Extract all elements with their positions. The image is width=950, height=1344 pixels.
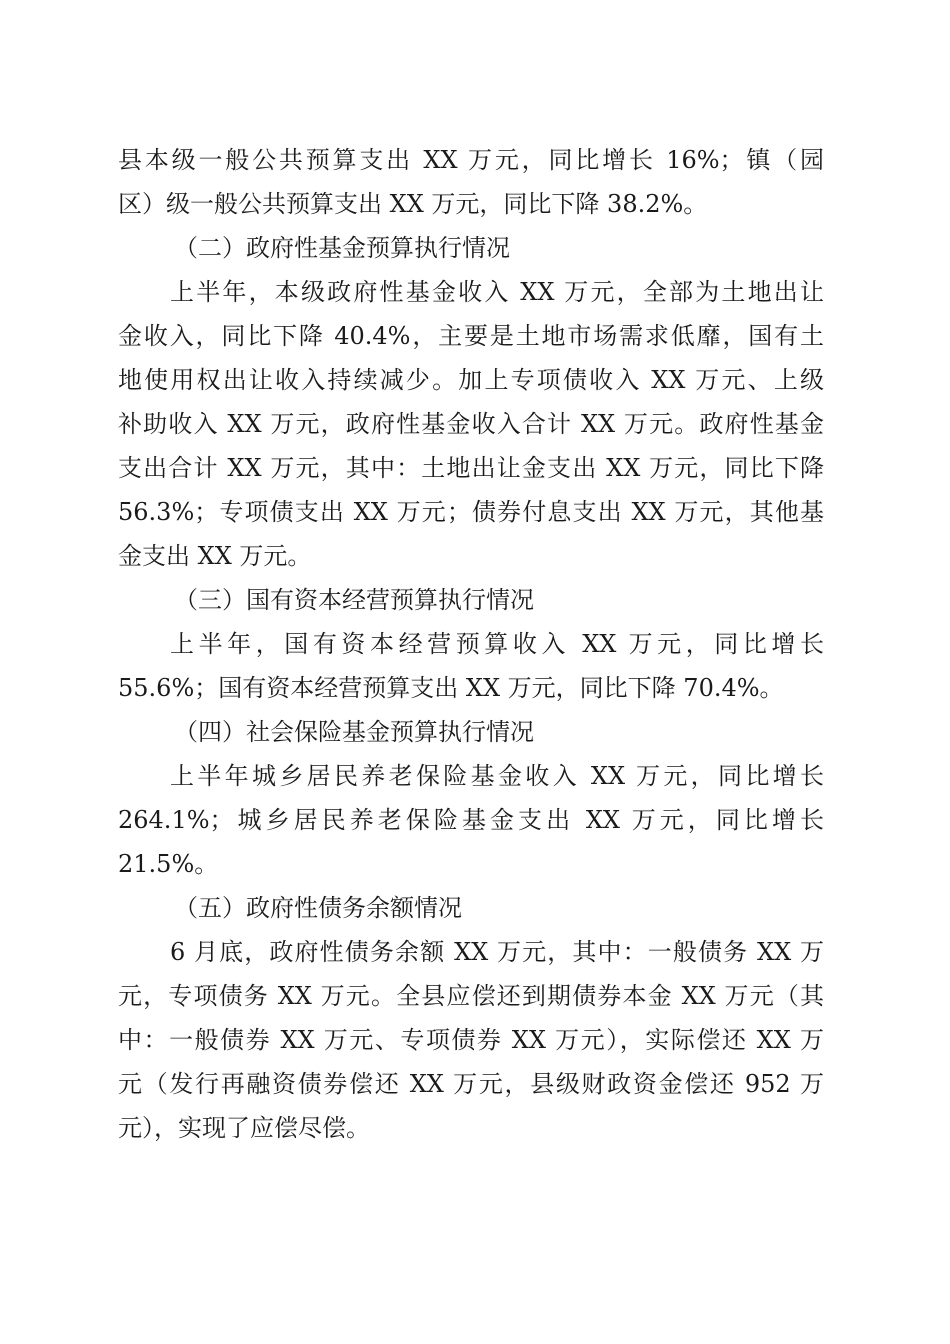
paragraph-line: 县本级一般公共预算支出 XX 万元，同比增长 16%；镇（园 (118, 146, 824, 174)
paragraph-line: 元（发行再融资债券偿还 XX 万元，县级财政资金偿还 952 万 (118, 1070, 824, 1098)
paragraph-line: 上半年，国有资本经营预算收入 XX 万元，同比增长 (170, 630, 824, 658)
paragraph-line: 地使用权出让收入持续减少。加上专项债收入 XX 万元、上级 (118, 366, 824, 394)
social-insurance-paragraph (118, 754, 824, 886)
section-heading-debt-balance: （五）政府性债务余额情况 (174, 894, 462, 922)
intro-paragraph (118, 138, 824, 226)
paragraph-line: 21.5%。 (118, 850, 219, 878)
paragraph-line: 上半年，本级政府性基金收入 XX 万元，全部为土地出让 (170, 278, 824, 306)
paragraph-line: 264.1%；城乡居民养老保险基金支出 XX 万元，同比增长 (118, 806, 824, 834)
paragraph-line: 元，专项债务 XX 万元。全县应偿还到期债券本金 XX 万元（其 (118, 982, 824, 1010)
paragraph-line: 55.6%；国有资本经营预算支出 XX 万元，同比下降 70.4%。 (118, 674, 784, 702)
paragraph-line: 区）级一般公共预算支出 XX 万元，同比下降 38.2%。 (118, 190, 708, 218)
section-heading-state-capital: （三）国有资本经营预算执行情况 (174, 586, 534, 614)
document-page (118, 138, 824, 1150)
fund-budget-paragraph (118, 270, 824, 578)
debt-balance-paragraph (118, 930, 824, 1150)
section-heading-fund-budget: （二）政府性基金预算执行情况 (174, 234, 510, 262)
paragraph-line: 6 月底，政府性债务余额 XX 万元，其中：一般债务 XX 万 (170, 938, 824, 966)
paragraph-line: 支出合计 XX 万元，其中：土地出让金支出 XX 万元，同比下降 (118, 454, 824, 482)
paragraph-line: 金支出 XX 万元。 (118, 542, 312, 570)
paragraph-line: 中：一般债券 XX 万元、专项债券 XX 万元），实际偿还 XX 万 (118, 1026, 824, 1054)
paragraph-line: 元），实现了应偿尽偿。 (118, 1114, 370, 1142)
paragraph-line: 金收入，同比下降 40.4%，主要是土地市场需求低靡，国有土 (118, 322, 824, 350)
state-capital-paragraph (118, 622, 824, 710)
section-heading-social-insurance: （四）社会保险基金预算执行情况 (174, 718, 534, 746)
paragraph-line: 56.3%；专项债支出 XX 万元；债券付息支出 XX 万元，其他基 (118, 498, 824, 526)
paragraph-line: 上半年城乡居民养老保险基金收入 XX 万元，同比增长 (170, 762, 824, 790)
paragraph-line: 补助收入 XX 万元，政府性基金收入合计 XX 万元。政府性基金 (118, 410, 824, 438)
